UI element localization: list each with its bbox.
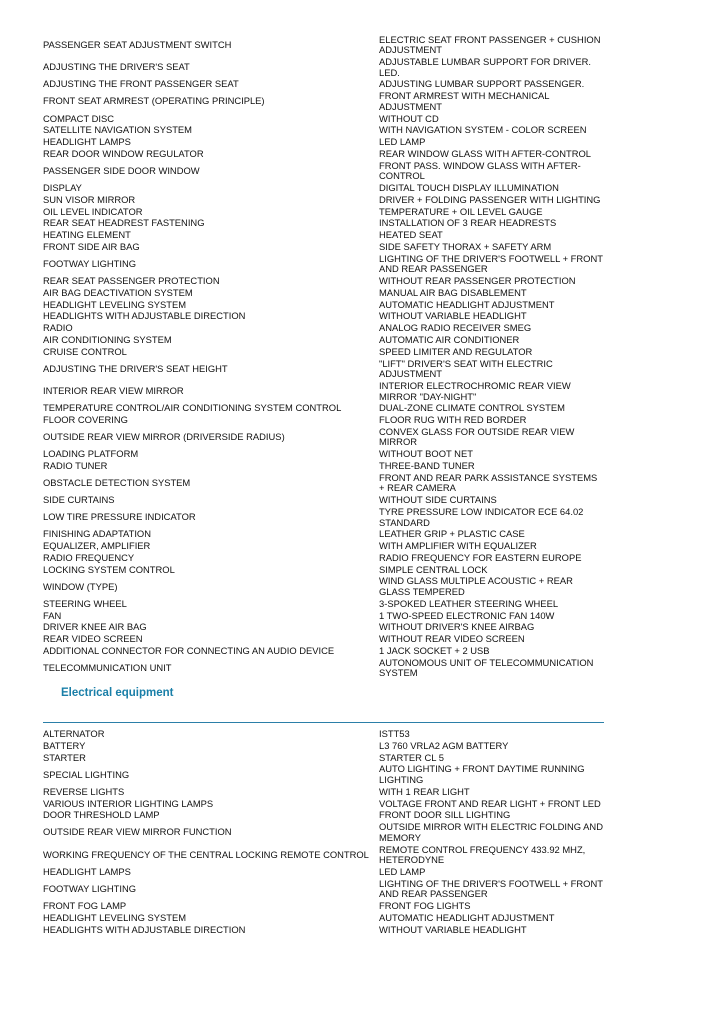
spec-value: FLOOR RUG WITH RED BORDER <box>379 414 527 426</box>
spec-row <box>43 610 649 622</box>
interior-spec-table <box>43 34 649 680</box>
spec-value: LEATHER GRIP + PLASTIC CASE <box>379 528 525 540</box>
spec-label: REAR VIDEO SCREEN <box>43 633 143 645</box>
spec-value: ADJUSTING LUMBAR SUPPORT PASSENGER. <box>379 78 585 90</box>
spec-value: AUTONOMOUS UNIT OF TELECOMMUNICATION SYSTEM <box>379 656 594 679</box>
spec-value: WITH NAVIGATION SYSTEM - COLOR SCREEN <box>379 124 587 136</box>
spec-label: RADIO FREQUENCY <box>43 551 135 563</box>
spec-row <box>43 878 649 900</box>
spec-label: SPECIAL LIGHTING <box>43 768 130 780</box>
spec-label: INTERIOR REAR VIEW MIRROR <box>43 385 184 397</box>
spec-label: REVERSE LIGHTS <box>43 785 125 797</box>
spec-value: AUTOMATIC AIR CONDITIONER <box>379 333 520 345</box>
spec-row <box>43 182 649 194</box>
spec-value: ADJUSTABLE LUMBAR SUPPORT FOR DRIVER. LED. <box>379 55 592 78</box>
spec-label: HEATING ELEMENT <box>43 229 131 241</box>
spec-label: FRONT SEAT ARMREST (OPERATING PRINCIPLE) <box>43 95 265 107</box>
spec-row <box>43 380 649 402</box>
spec-row <box>43 564 649 576</box>
spec-label: FINISHING ADAPTATION <box>43 528 151 540</box>
spec-row <box>43 576 649 598</box>
spec-label: REAR SEAT HEADREST FASTENING <box>43 217 205 229</box>
spec-row <box>43 323 649 335</box>
spec-row <box>43 206 649 218</box>
spec-label: ADDITIONAL CONNECTOR FOR CONNECTING AN AUDIO DEVICE <box>43 644 335 656</box>
spec-label: FAN <box>43 609 62 621</box>
spec-row <box>43 912 649 924</box>
spec-value: THREE-BAND TUNER <box>379 460 475 471</box>
spec-label: TELECOMMUNICATION UNIT <box>43 662 172 674</box>
spec-row <box>43 495 649 507</box>
spec-row <box>43 645 649 657</box>
spec-value: INSTALLATION OF 3 REAR HEADRESTS <box>379 217 557 229</box>
spec-row <box>43 786 649 798</box>
spec-label: HEADLIGHTS WITH ADJUSTABLE DIRECTION <box>43 923 246 935</box>
spec-label: DISPLAY <box>43 182 82 193</box>
spec-label: DOOR THRESHOLD LAMP <box>43 809 160 821</box>
spec-value: REAR WINDOW GLASS WITH AFTER-CONTROL <box>379 147 591 159</box>
spec-label: OIL LEVEL INDICATOR <box>43 205 143 217</box>
spec-label: RADIO <box>43 322 73 334</box>
spec-row <box>43 275 649 287</box>
spec-value: "LIFT" DRIVER'S SEAT WITH ELECTRIC ADJUSTMENT <box>379 357 553 380</box>
spec-value: WITHOUT VARIABLE HEADLIGHT <box>379 310 527 322</box>
section-title-electrical: Electrical equipment <box>61 686 174 699</box>
spec-value: STARTER CL 5 <box>379 751 444 763</box>
spec-row <box>43 472 649 494</box>
spec-label: EQUALIZER, AMPLIFIER <box>43 540 151 552</box>
spec-value: 1 TWO-SPEED ELECTRONIC FAN 140W <box>379 609 555 621</box>
spec-row <box>43 194 649 206</box>
spec-row <box>43 740 649 752</box>
spec-label: HEADLIGHT LEVELING SYSTEM <box>43 911 187 923</box>
spec-value: WITHOUT SIDE CURTAINS <box>379 494 497 506</box>
spec-row <box>43 798 649 810</box>
electrical-spec-table <box>43 729 649 936</box>
spec-value: FRONT FOG LIGHTS <box>379 900 471 912</box>
spec-row <box>43 160 649 182</box>
spec-label: PASSENGER SEAT ADJUSTMENT SWITCH <box>43 38 232 50</box>
spec-row <box>43 900 649 912</box>
spec-label: BATTERY <box>43 739 86 751</box>
spec-value: RADIO FREQUENCY FOR EASTERN EUROPE <box>379 551 582 563</box>
spec-label: SATELLITE NAVIGATION SYSTEM <box>43 124 192 136</box>
spec-value: DIGITAL TOUCH DISPLAY ILLUMINATION <box>379 182 559 193</box>
spec-value: AUTOMATIC HEADLIGHT ADJUSTMENT <box>379 911 555 923</box>
spec-row <box>43 91 649 113</box>
spec-row <box>43 822 649 844</box>
spec-label: VARIOUS INTERIOR LIGHTING LAMPS <box>43 797 214 809</box>
spec-value: LIGHTING OF THE DRIVER'S FOOTWELL + FRONT AND REAR PASSENGER <box>379 877 603 900</box>
spec-label: WINDOW (TYPE) <box>43 580 118 592</box>
spec-value: WITHOUT REAR VIDEO SCREEN <box>379 633 525 645</box>
spec-row <box>43 358 649 380</box>
spec-row <box>43 844 649 866</box>
spec-row <box>43 34 649 56</box>
spec-row <box>43 113 649 125</box>
spec-label: LOCKING SYSTEM CONTROL <box>43 563 175 575</box>
spec-row <box>43 764 649 786</box>
spec-value: WIND GLASS MULTIPLE ACOUSTIC + REAR GLASS TEMPERED <box>379 575 573 598</box>
spec-label: ADJUSTING THE DRIVER'S SEAT <box>43 61 190 73</box>
spec-label: FRONT FOG LAMP <box>43 900 127 912</box>
spec-row <box>43 449 649 461</box>
spec-label: HEADLIGHT LEVELING SYSTEM <box>43 298 187 310</box>
spec-value: ELECTRIC SEAT FRONT PASSENGER + CUSHION ADJUSTMENT <box>379 33 601 56</box>
spec-row <box>43 334 649 346</box>
spec-value: SIDE SAFETY THORAX + SAFETY ARM <box>379 240 552 252</box>
spec-label: FRONT SIDE AIR BAG <box>43 240 140 252</box>
spec-label: FLOOR COVERING <box>43 414 128 426</box>
spec-value: ANALOG RADIO RECEIVER SMEG <box>379 322 532 334</box>
spec-value: WITH AMPLIFIER WITH EQUALIZER <box>379 540 537 552</box>
spec-label: AIR CONDITIONING SYSTEM <box>43 333 172 345</box>
spec-row <box>43 426 649 448</box>
spec-value: LED LAMP <box>379 136 426 148</box>
spec-row <box>43 729 649 741</box>
spec-value: WITHOUT REAR PASSENGER PROTECTION <box>379 275 576 287</box>
spec-label: FOOTWAY LIGHTING <box>43 257 137 269</box>
spec-value: WITHOUT DRIVER'S KNEE AIRBAG <box>379 621 535 633</box>
spec-label: PASSENGER SIDE DOOR WINDOW <box>43 164 200 176</box>
spec-row <box>43 622 649 634</box>
spec-value: SIMPLE CENTRAL LOCK <box>379 563 488 575</box>
spec-row <box>43 541 649 553</box>
spec-value: FRONT DOOR SILL LIGHTING <box>379 809 511 821</box>
spec-row <box>43 810 649 822</box>
spec-label: REAR SEAT PASSENGER PROTECTION <box>43 275 220 287</box>
spec-row <box>43 56 649 78</box>
section-divider <box>43 722 604 723</box>
spec-value: L3 760 VRLA2 AGM BATTERY <box>379 739 509 751</box>
spec-row <box>43 136 649 148</box>
spec-value: VOLTAGE FRONT AND REAR LIGHT + FRONT LED <box>379 797 601 809</box>
spec-label: WORKING FREQUENCY OF THE CENTRAL LOCKING REMOTE CONTROL <box>43 848 369 860</box>
spec-row <box>43 598 649 610</box>
spec-row <box>43 403 649 415</box>
spec-row <box>43 414 649 426</box>
spec-value: REMOTE CONTROL FREQUENCY 433.92 MHZ, HETERODYNE <box>379 843 586 866</box>
spec-row <box>43 299 649 311</box>
spec-value: WITHOUT CD <box>379 112 439 124</box>
spec-label: STARTER <box>43 751 86 763</box>
spec-label: RADIO TUNER <box>43 460 108 471</box>
spec-label: SIDE CURTAINS <box>43 494 115 506</box>
spec-row <box>43 752 649 764</box>
spec-row <box>43 506 649 528</box>
spec-value: OUTSIDE MIRROR WITH ELECTRIC FOLDING AND MEMORY <box>379 821 603 843</box>
spec-row <box>43 866 649 878</box>
spec-label: FOOTWAY LIGHTING <box>43 882 137 894</box>
spec-value: TYRE PRESSURE LOW INDICATOR ECE 64.02 STANDARD <box>379 505 584 528</box>
spec-label: STEERING WHEEL <box>43 597 127 609</box>
spec-row <box>43 634 649 646</box>
spec-value: FRONT PASS. WINDOW GLASS WITH AFTER-CONTROL <box>379 159 581 182</box>
spec-value: AUTO LIGHTING + FRONT DAYTIME RUNNING LIGHTING <box>379 763 585 786</box>
spec-row <box>43 218 649 230</box>
spec-label: DRIVER KNEE AIR BAG <box>43 621 147 633</box>
spec-label: OBSTACLE DETECTION SYSTEM <box>43 477 191 489</box>
spec-row <box>43 230 649 242</box>
spec-label: OUTSIDE REAR VIEW MIRROR FUNCTION <box>43 826 232 838</box>
spec-value: AUTOMATIC HEADLIGHT ADJUSTMENT <box>379 298 555 310</box>
spec-value: MANUAL AIR BAG DISABLEMENT <box>379 286 527 298</box>
spec-value: 1 JACK SOCKET + 2 USB <box>379 644 490 656</box>
spec-row <box>43 657 649 679</box>
spec-label: ALTERNATOR <box>43 728 105 740</box>
spec-label: OUTSIDE REAR VIEW MIRROR (DRIVERSIDE RADIUS) <box>43 431 285 443</box>
spec-row <box>43 287 649 299</box>
spec-value: 3-SPOKED LEATHER STEERING WHEEL <box>379 597 559 609</box>
spec-label: AIR BAG DEACTIVATION SYSTEM <box>43 286 193 298</box>
spec-row <box>43 460 649 472</box>
spec-label: LOADING PLATFORM <box>43 448 139 460</box>
spec-row <box>43 253 649 275</box>
spec-label: LOW TIRE PRESSURE INDICATOR <box>43 511 196 523</box>
spec-label: HEADLIGHT LAMPS <box>43 865 131 877</box>
spec-value: WITH 1 REAR LIGHT <box>379 785 470 797</box>
spec-label: HEADLIGHT LAMPS <box>43 136 131 148</box>
spec-row <box>43 552 649 564</box>
spec-value: DRIVER + FOLDING PASSENGER WITH LIGHTING <box>379 193 601 205</box>
spec-label: COMPACT DISC <box>43 112 115 124</box>
spec-value: SPEED LIMITER AND REGULATOR <box>379 345 533 357</box>
spec-value: TEMPERATURE + OIL LEVEL GAUGE <box>379 205 543 217</box>
spec-label: HEADLIGHTS WITH ADJUSTABLE DIRECTION <box>43 310 246 322</box>
spec-value: HEATED SEAT <box>379 229 443 241</box>
spec-value: WITHOUT VARIABLE HEADLIGHT <box>379 923 527 935</box>
spec-row <box>43 346 649 358</box>
spec-value: LIGHTING OF THE DRIVER'S FOOTWELL + FRONT AND REAR PASSENGER <box>379 252 603 275</box>
spec-row <box>43 311 649 323</box>
spec-label: TEMPERATURE CONTROL/AIR CONDITIONING SYSTEM CONTROL <box>43 402 342 414</box>
spec-label: CRUISE CONTROL <box>43 345 127 357</box>
spec-value: CONVEX GLASS FOR OUTSIDE REAR VIEW MIRROR <box>379 425 575 448</box>
spec-value: ISTT53 <box>379 728 410 740</box>
spec-label: REAR DOOR WINDOW REGULATOR <box>43 147 204 159</box>
spec-label: ADJUSTING THE DRIVER'S SEAT HEIGHT <box>43 362 228 374</box>
spec-row <box>43 529 649 541</box>
spec-row <box>43 79 649 91</box>
spec-row <box>43 148 649 160</box>
spec-row <box>43 241 649 253</box>
spec-label: ADJUSTING THE FRONT PASSENGER SEAT <box>43 78 239 90</box>
spec-value: DUAL-ZONE CLIMATE CONTROL SYSTEM <box>379 402 565 414</box>
spec-value: LED LAMP <box>379 865 426 877</box>
spec-value: WITHOUT BOOT NET <box>379 448 473 460</box>
spec-value: FRONT ARMREST WITH MECHANICAL ADJUSTMENT <box>379 90 550 112</box>
spec-label: SUN VISOR MIRROR <box>43 193 136 205</box>
spec-row <box>43 924 649 936</box>
spec-value: FRONT AND REAR PARK ASSISTANCE SYSTEMS + REAR CAMERA <box>379 471 598 494</box>
spec-value: INTERIOR ELECTROCHROMIC REAR VIEW MIRROR "DAY-NIGHT" <box>379 379 571 402</box>
spec-row <box>43 125 649 137</box>
